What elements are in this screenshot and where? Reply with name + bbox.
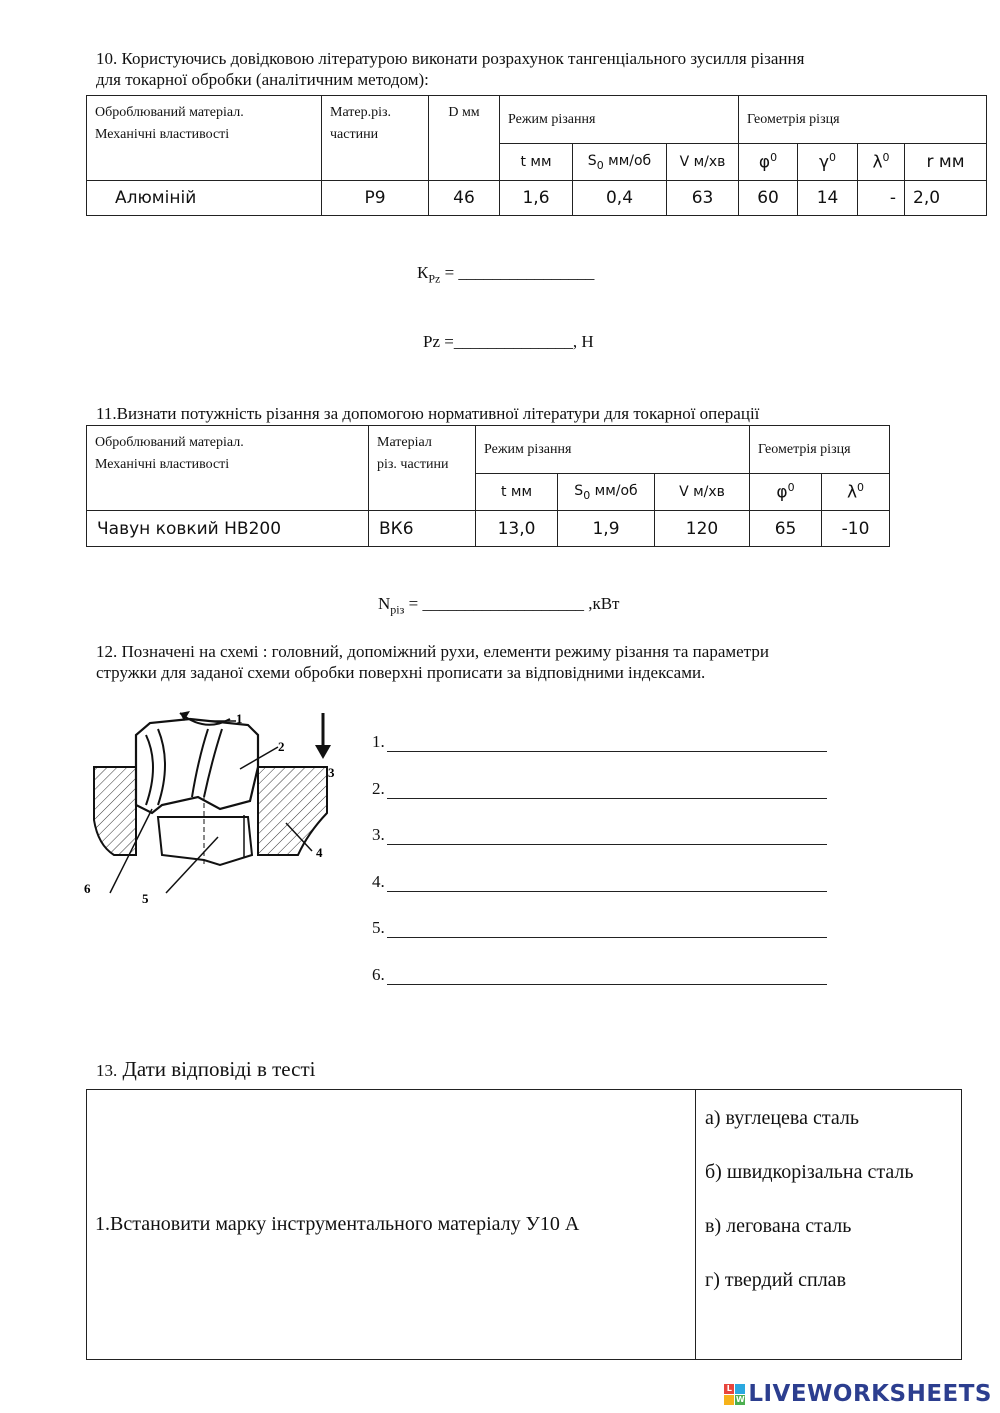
q11-h-mode: Режим різання <box>476 426 750 474</box>
q11-table <box>86 425 890 547</box>
q10-cell: 46 <box>429 181 500 216</box>
q13-title: 13. Дати відповіді в тесті <box>96 1057 316 1081</box>
workpiece-left <box>94 767 136 855</box>
q11-h-material: Оброблюваний матеріал. Механічні властивості <box>87 426 369 511</box>
q10-cell: Р9 <box>322 181 429 216</box>
q11-cell: -10 <box>822 511 890 547</box>
q11-h-tool: Матеріал різ. частини <box>369 426 476 511</box>
option-a[interactable]: а) вуглецева сталь <box>705 1107 859 1129</box>
q11-cell: ВК6 <box>369 511 476 547</box>
kpz-answer[interactable]: $К_{Pz}$ = ________________ <box>417 263 595 286</box>
arrow-head <box>315 745 331 759</box>
answer-line-6[interactable]: 6. <box>372 965 827 1012</box>
n-answer[interactable]: $N_{різ}$ = ___________________ ,кВт <box>378 594 620 617</box>
answer-line-4[interactable]: 4. <box>372 872 827 919</box>
q10-h-tool: Матер.різ. частини <box>322 96 429 181</box>
q11-cell: 120 <box>655 511 750 547</box>
q10-h-geom: Геометрія різця <box>739 96 987 144</box>
pz-answer[interactable]: Pz =______________, Н <box>423 332 594 351</box>
q10-sub-phi: $\varphi^0$ <box>739 144 798 181</box>
machining-diagram <box>80 705 350 910</box>
q11-cell: Чавун ковкий НВ200 <box>87 511 369 547</box>
cut-zone <box>158 817 252 865</box>
workpiece-right <box>258 767 327 855</box>
diagram-label-2: 2 <box>278 739 285 754</box>
q11-sub-v: V м/хв <box>655 474 750 511</box>
q10-sub-t: t мм <box>500 144 573 181</box>
diagram-label-5: 5 <box>142 891 149 906</box>
answer-line-1[interactable]: 1. <box>372 732 827 779</box>
q13-table <box>86 1089 962 1360</box>
diagram-label-1: 1 <box>236 711 243 726</box>
q10-h-material: Оброблюваний матеріал. Механічні властивості <box>87 96 322 181</box>
answer-line-5[interactable]: 5. <box>372 918 827 965</box>
q11-title: 11.Визнати потужність різання за допомогою нормативної літератури для токарної операції <box>96 404 760 423</box>
option-d[interactable]: г) твердий сплав <box>705 1269 847 1291</box>
q10-cell: 1,6 <box>500 181 573 216</box>
table-row <box>87 181 987 216</box>
q10-sub-v: V м/хв <box>667 144 739 181</box>
q10-cell: 60 <box>739 181 798 216</box>
option-c[interactable]: в) легована сталь <box>705 1215 852 1237</box>
q11-cell: 1,9 <box>558 511 655 547</box>
q10-cell: 63 <box>667 181 739 216</box>
diagram-label-3: 3 <box>328 765 335 780</box>
q10-sub-s: $S_0$ мм/об <box>573 144 667 181</box>
q11-sub-s: $S_0$ мм/об <box>558 474 655 511</box>
q10-cell: 0,4 <box>573 181 667 216</box>
answer-line-3[interactable]: 3. <box>372 825 827 872</box>
diagram-label-6: 6 <box>84 881 91 896</box>
q11-cell: 65 <box>750 511 822 547</box>
diagram-label-4: 4 <box>316 845 323 860</box>
q10-cell: 2,0 <box>905 181 987 216</box>
q10-cell: Алюміній <box>87 181 322 216</box>
logo-text: LIVEWORKSHEETS <box>748 1381 992 1407</box>
test-options <box>696 1090 962 1360</box>
q11-sub-t: t мм <box>476 474 558 511</box>
table-row <box>87 511 890 547</box>
q10-sub-r: r мм <box>905 144 987 181</box>
q10-h-d: D мм <box>429 96 500 181</box>
q11-sub-phi: $\varphi^0$ <box>750 474 822 511</box>
q10-title: 10. Користуючись довідковою літературою виконати розрахунок тангенціального зусилля різання для токарної обробки (аналітичним методом): <box>96 49 805 89</box>
q10-h-mode: Режим різання <box>500 96 739 144</box>
q10-table <box>86 95 987 216</box>
test-question: 1.Встановити марку інструментального матеріалу У10 А <box>87 1090 696 1360</box>
liveworksheets-logo <box>724 1381 992 1407</box>
q11-sub-lambda: $\lambda^0$ <box>822 474 890 511</box>
q10-cell: - <box>858 181 905 216</box>
answer-lines <box>372 732 827 1011</box>
option-b[interactable]: б) швидкорізальна сталь <box>705 1161 914 1183</box>
answer-line-2[interactable]: 2. <box>372 779 827 826</box>
q10-cell: 14 <box>798 181 858 216</box>
q11-h-geom: Геометрія різця <box>750 426 890 474</box>
q12-title: 12. Позначені на схемі : головний, допоміжний рухи, елементи режиму різання та параметри стружки для заданої схеми обробки поверхні прописати за відповідними індексами. <box>96 642 769 682</box>
logo-icon: L W <box>724 1384 745 1405</box>
q11-cell: 13,0 <box>476 511 558 547</box>
q10-sub-lambda: $\lambda^0$ <box>858 144 905 181</box>
q10-sub-gamma: $\gamma^0$ <box>798 144 858 181</box>
